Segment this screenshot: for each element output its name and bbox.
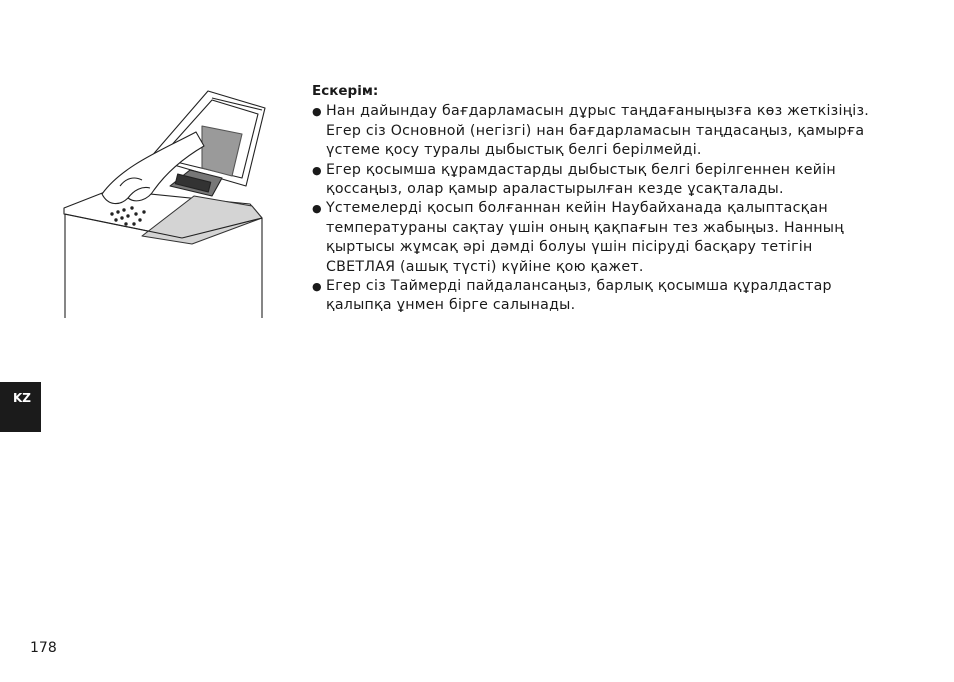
bread-maker-illustration bbox=[62, 86, 268, 318]
page-number: 178 bbox=[30, 640, 57, 656]
note-item bbox=[312, 199, 912, 277]
note-item bbox=[312, 102, 912, 160]
bread-maker-hand-adding-ingredients-icon bbox=[62, 86, 268, 318]
bullet-icon: ● bbox=[312, 280, 322, 294]
note-text: Егер сіз Таймерді пайдалансаңыз, барлық қосымша құралдастар қалыпқа ұнмен бірге салынады. bbox=[326, 278, 832, 314]
note-item bbox=[312, 161, 912, 200]
note-text: Нан дайындау бағдарламасын дұрыс таңдағаныңызға көз жеткізіңіз. Егер сіз Основной (негізгі) нан бағдарламасын таңдасаңыз, қамырға үстеме қосу туралы дыбыстық белгі берілмейді. bbox=[326, 103, 870, 159]
notes-section bbox=[312, 82, 912, 316]
notes-title: Ескерім: bbox=[312, 83, 379, 99]
bullet-icon: ● bbox=[312, 163, 322, 177]
bullet-icon: ● bbox=[312, 202, 322, 216]
bullet-icon: ● bbox=[312, 105, 322, 119]
note-text: Үстемелерді қосып болғаннан кейін Наубайханада қалыптасқан температураны сақтау үшін оның қақпағын тез жабыңыз. Нанның қыртысы жұмсақ әрі дәмді болуы үшін пісіруді басқару тетігін СВЕТЛАЯ (ашық түсті) күйіне қою қажет. bbox=[326, 200, 844, 275]
note-text: Егер қосымша құрамдастарды дыбыстық белгі берілгеннен кейін қоссаңыз, олар қамыр араластырылған кезде ұсақталады. bbox=[326, 161, 836, 198]
note-item bbox=[312, 277, 912, 316]
language-tab bbox=[0, 382, 41, 432]
language-tab-label: KZ bbox=[13, 391, 31, 405]
